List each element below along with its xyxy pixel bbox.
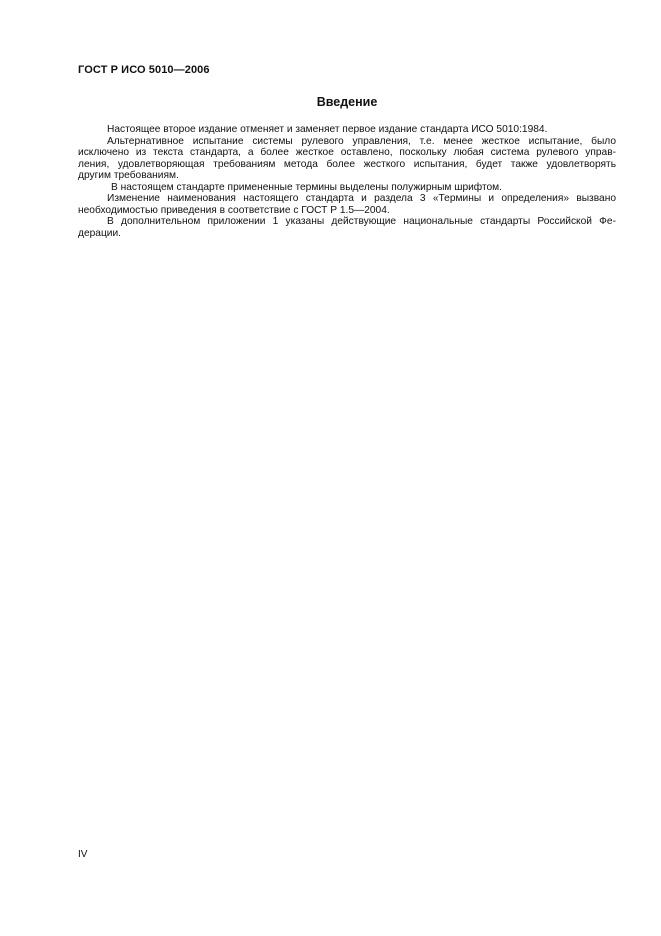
paragraph-line: В настоящем стандарте примененные термины выделены полужирным шрифтом. (111, 181, 503, 193)
paragraph-line: Настоящее второе издание отменяет и заменяет первое издание стандарта ИСО 5010:1984. (107, 124, 548, 135)
paragraph-line: другим требованиям. (78, 170, 179, 181)
section-title: Введение (316, 95, 378, 109)
paragraph-line: В дополнительном приложении 1 указаны действующие национальные стандарты Российской Фе- (107, 216, 616, 227)
page-number: IV (78, 849, 88, 860)
paragraph-line: необходимостью приведения в соответствие с ГОСТ Р 1.5—2004. (78, 204, 390, 216)
paragraph-line: Изменение наименования настоящего стандарта и раздела 3 «Термины и определения» вызвано (107, 193, 616, 204)
paragraph-line: исключено из текста стандарта, а более жесткое оставлено, поскольку любая система рулевого управ- (78, 147, 616, 158)
paragraph-line: Альтернативное испытание системы рулевого управления, т.е. менее жесткое испытание, было (107, 135, 616, 147)
standard-code-header: ГОСТ Р ИСО 5010—2006 (78, 64, 210, 76)
paragraph-line: дерации. (78, 227, 121, 239)
introduction-body (78, 124, 616, 239)
paragraph-line: ления, удовлетворяющая требованиям метода более жесткого испытания, будет также удовлетворять (78, 158, 616, 170)
